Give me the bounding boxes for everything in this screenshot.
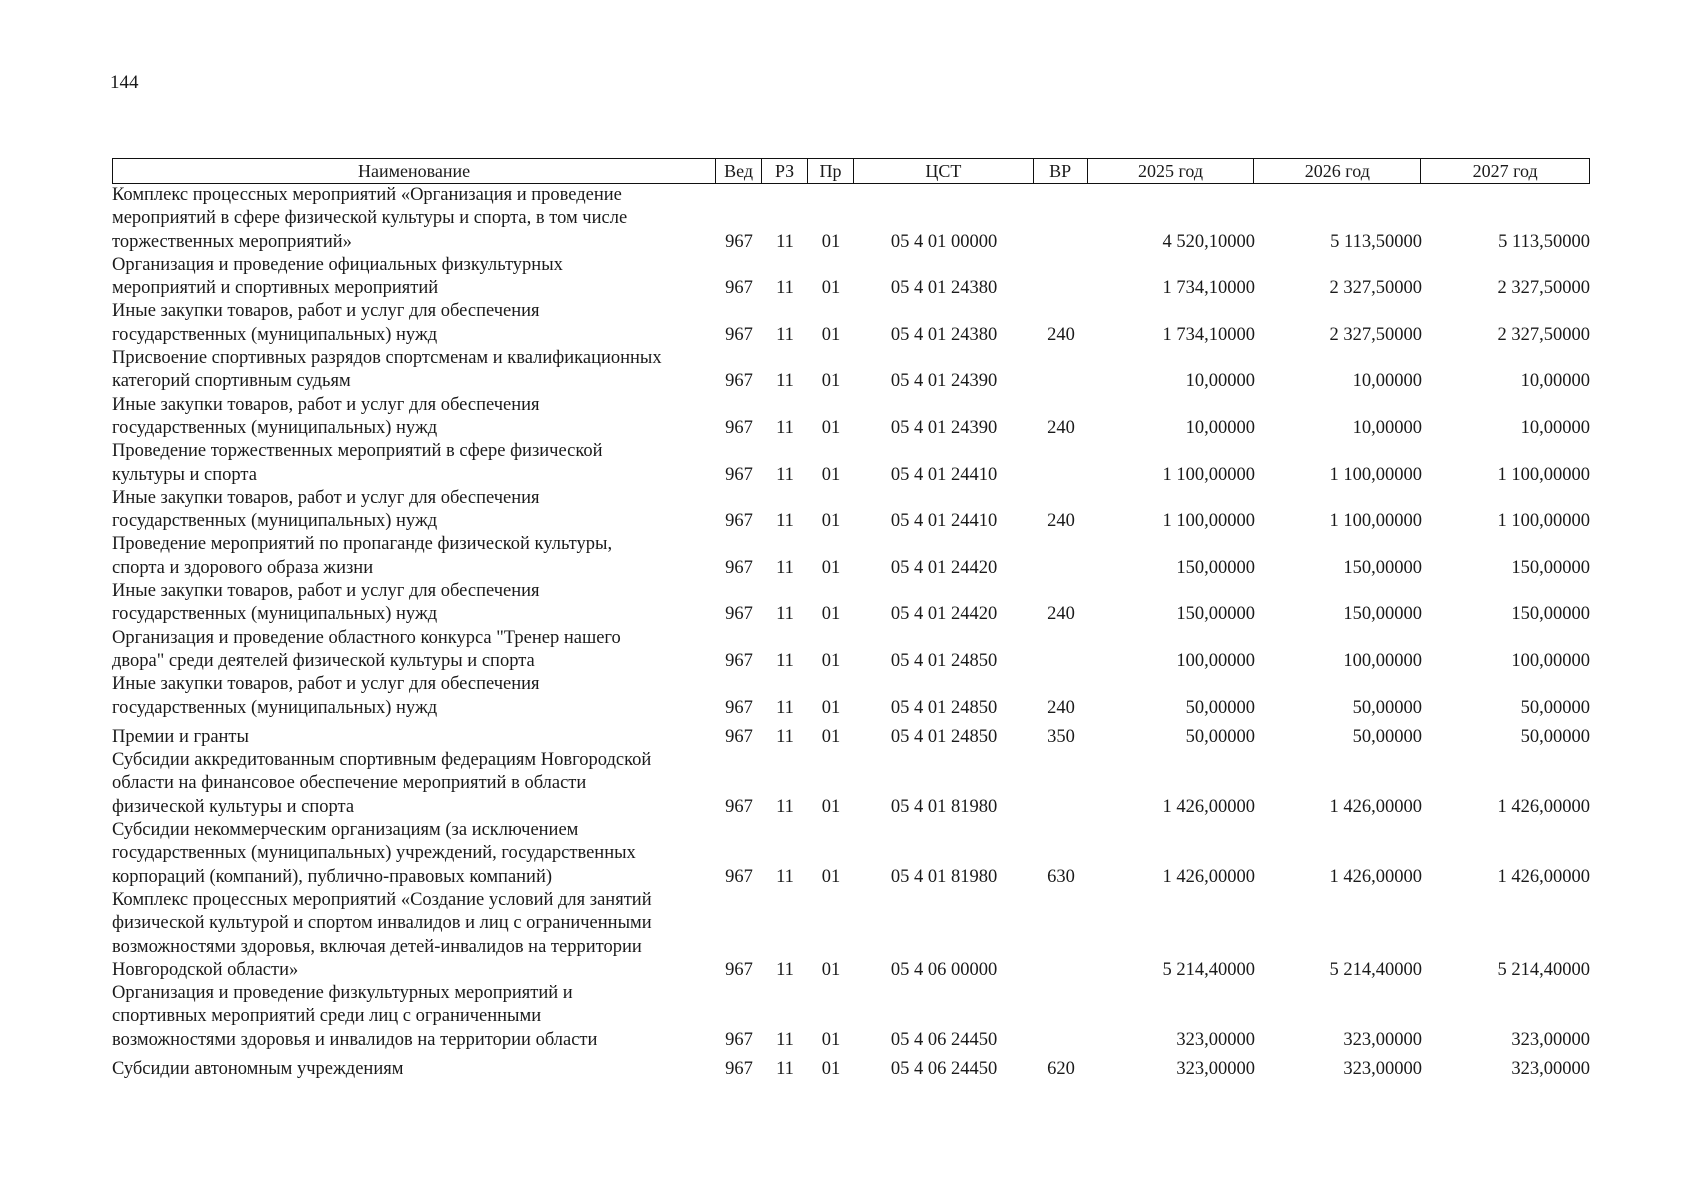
row-2025: 150,00000: [1176, 557, 1255, 578]
row-2027: 1 100,00000: [1497, 511, 1590, 532]
row-ved: 967: [725, 1029, 753, 1050]
table-row: [112, 347, 1590, 394]
header-name: Наименование: [113, 159, 716, 183]
row-ved: 967: [725, 796, 753, 817]
row-name: Комплекс процессных мероприятий «Организация и проведение мероприятий в сфере физической культуры и спорта, в том числе торжественных мероприятий»: [112, 185, 628, 252]
row-2026: 50,00000: [1352, 726, 1422, 747]
row-rz: 11: [776, 557, 794, 578]
table-row: [112, 300, 1590, 347]
row-pr: 01: [821, 464, 841, 485]
row-2027: 100,00000: [1511, 650, 1590, 671]
row-2027: 5 214,40000: [1497, 959, 1590, 980]
row-name: Комплекс процессных мероприятий «Создание условий для занятий физической культурой и спортом инвалидов и лиц с ограниченными возможностями здоровья, включая детей-инвалидов на территории Новгородской области»: [112, 889, 652, 980]
row-pr: 01: [821, 796, 841, 817]
row-vr: 240: [1047, 324, 1075, 345]
table-row: [112, 982, 1590, 1052]
row-2027: 1 426,00000: [1497, 796, 1590, 817]
row-cst: 05 4 01 24850: [890, 650, 998, 671]
row-2026: 100,00000: [1343, 650, 1422, 671]
table-row: [112, 1058, 1590, 1081]
row-rz: 11: [776, 697, 794, 718]
row-pr: 01: [821, 511, 841, 532]
row-2027: 10,00000: [1520, 371, 1590, 392]
row-name: Премии и гранты: [112, 726, 249, 747]
row-rz: 11: [776, 726, 794, 747]
row-ved: 967: [725, 697, 753, 718]
row-2027: 1 426,00000: [1497, 866, 1590, 887]
header-rz: РЗ: [762, 159, 808, 183]
row-cst: 05 4 06 00000: [890, 959, 998, 980]
row-ved: 967: [725, 866, 753, 887]
row-pr: 01: [821, 324, 841, 345]
row-name: Организация и проведение областного конкурса "Тренер нашего двора" среди деятелей физической культуры и спорта: [112, 627, 621, 671]
row-ved: 967: [725, 231, 753, 252]
row-pr: 01: [821, 697, 841, 718]
row-rz: 11: [776, 324, 794, 345]
row-cst: 05 4 01 24390: [890, 371, 998, 392]
row-ved: 967: [725, 278, 753, 299]
row-vr: 630: [1047, 866, 1075, 887]
row-2026: 150,00000: [1343, 604, 1422, 625]
row-2025: 100,00000: [1176, 650, 1255, 671]
row-2025: 1 426,00000: [1162, 796, 1255, 817]
row-cst: 05 4 01 24850: [890, 697, 998, 718]
header-2027: 2027 год: [1472, 161, 1538, 181]
row-name: Субсидии некоммерческим организациям (за исключением государственных (муниципальных) учреждений, государственных корпораций (компаний), публично-правовых компаний): [112, 820, 636, 887]
row-rz: 11: [776, 278, 794, 299]
row-vr: 240: [1047, 604, 1075, 625]
row-rz: 11: [776, 417, 794, 438]
table-header: [112, 158, 1590, 184]
row-pr: 01: [821, 604, 841, 625]
row-ved: 967: [725, 371, 753, 392]
row-name: Организация и проведение физкультурных мероприятий и спортивных мероприятий среди лиц с ограниченными возможностями здоровья и инвалидов на территории области: [112, 983, 598, 1050]
row-vr: 350: [1047, 726, 1075, 747]
row-2026: 150,00000: [1343, 557, 1422, 578]
row-ved: 967: [725, 726, 753, 747]
table-row: [112, 184, 1590, 254]
row-2025: 1 734,10000: [1162, 324, 1255, 345]
row-2026: 1 426,00000: [1329, 866, 1422, 887]
table-row: [112, 749, 1590, 819]
row-rz: 11: [776, 866, 794, 887]
row-2027: 10,00000: [1520, 417, 1590, 438]
row-cst: 05 4 01 24420: [890, 557, 998, 578]
row-2026: 1 426,00000: [1329, 796, 1422, 817]
table-row: [112, 533, 1590, 580]
row-rz: 11: [776, 959, 794, 980]
row-cst: 05 4 01 24390: [890, 417, 998, 438]
row-ved: 967: [725, 650, 753, 671]
row-cst: 05 4 01 81980: [890, 866, 998, 887]
row-name: Субсидии автономным учреждениям: [112, 1058, 404, 1079]
row-vr: 240: [1047, 511, 1075, 532]
row-2025: 5 214,40000: [1162, 959, 1255, 980]
row-name: Проведение торжественных мероприятий в сфере физической культуры и спорта: [112, 441, 603, 485]
row-rz: 11: [776, 464, 794, 485]
row-pr: 01: [821, 726, 841, 747]
row-pr: 01: [821, 231, 841, 252]
table-row: [112, 440, 1590, 487]
row-rz: 11: [776, 371, 794, 392]
table-row: [112, 487, 1590, 534]
row-2026: 10,00000: [1352, 417, 1422, 438]
row-ved: 967: [725, 464, 753, 485]
row-cst: 05 4 01 81980: [890, 796, 998, 817]
row-ved: 967: [725, 417, 753, 438]
row-pr: 01: [821, 1058, 841, 1079]
row-cst: 05 4 01 24380: [890, 278, 998, 299]
row-pr: 01: [821, 959, 841, 980]
page-number: 144: [110, 72, 139, 93]
row-2026: 5 214,40000: [1329, 959, 1422, 980]
row-2026: 1 100,00000: [1329, 464, 1422, 485]
row-2027: 323,00000: [1511, 1029, 1590, 1050]
row-2025: 1 100,00000: [1162, 464, 1255, 485]
row-2025: 1 100,00000: [1162, 511, 1255, 532]
row-cst: 05 4 01 24850: [890, 726, 998, 747]
row-2025: 323,00000: [1176, 1029, 1255, 1050]
budget-table: [112, 158, 1590, 1081]
row-cst: 05 4 01 24380: [890, 324, 998, 345]
row-2026: 10,00000: [1352, 371, 1422, 392]
header-cst: ЦСТ: [854, 159, 1034, 183]
table-row: [112, 673, 1590, 720]
row-pr: 01: [821, 866, 841, 887]
row-2026: 5 113,50000: [1330, 231, 1422, 252]
row-2027: 1 100,00000: [1497, 464, 1590, 485]
table-row: [112, 394, 1590, 441]
table-row: [112, 819, 1590, 889]
row-name: Субсидии аккредитованным спортивным федерациям Новгородской области на финансовое обеспечение мероприятий в области физической культуры и спорта: [112, 750, 652, 817]
row-name: Иные закупки товаров, работ и услуг для обеспечения государственных (муниципальных) нужд: [112, 301, 540, 345]
row-ved: 967: [725, 959, 753, 980]
row-rz: 11: [776, 650, 794, 671]
row-pr: 01: [821, 557, 841, 578]
row-2026: 323,00000: [1343, 1029, 1422, 1050]
header-2026: 2026 год: [1254, 159, 1421, 183]
row-rz: 11: [776, 1029, 794, 1050]
row-name: Проведение мероприятий по пропаганде физической культуры, спорта и здорового образа жизни: [112, 534, 613, 578]
row-rz: 11: [776, 511, 794, 532]
row-2025: 150,00000: [1176, 604, 1255, 625]
row-2026: 50,00000: [1352, 697, 1422, 718]
row-2025: 50,00000: [1185, 697, 1255, 718]
row-ved: 967: [725, 324, 753, 345]
row-name: Иные закупки товаров, работ и услуг для обеспечения государственных (муниципальных) нужд: [112, 581, 540, 625]
row-2027: 50,00000: [1520, 697, 1590, 718]
row-pr: 01: [821, 417, 841, 438]
row-2027: 5 113,50000: [1498, 231, 1590, 252]
row-vr: 240: [1047, 697, 1075, 718]
header-ved: Вед: [716, 159, 762, 183]
header-pr: Пр: [808, 159, 854, 183]
row-2025: 10,00000: [1185, 417, 1255, 438]
row-vr: 620: [1047, 1058, 1075, 1079]
table-row: [112, 726, 1590, 749]
row-vr: 240: [1047, 417, 1075, 438]
row-2025: 1 426,00000: [1162, 866, 1255, 887]
row-2027: 50,00000: [1520, 726, 1590, 747]
header-vr: ВР: [1034, 159, 1088, 183]
row-ved: 967: [725, 604, 753, 625]
row-pr: 01: [821, 278, 841, 299]
row-pr: 01: [821, 371, 841, 392]
row-rz: 11: [776, 604, 794, 625]
row-pr: 01: [821, 650, 841, 671]
row-2026: 323,00000: [1343, 1058, 1422, 1079]
row-2027: 150,00000: [1511, 557, 1590, 578]
table-body: [112, 184, 1590, 1081]
row-rz: 11: [776, 231, 794, 252]
table-row: [112, 889, 1590, 982]
row-cst: 05 4 01 24420: [890, 604, 998, 625]
row-2025: 4 520,10000: [1162, 231, 1255, 252]
row-cst: 05 4 01 24410: [890, 464, 998, 485]
row-2027: 323,00000: [1511, 1058, 1590, 1079]
row-ved: 967: [725, 1058, 753, 1079]
row-2026: 1 100,00000: [1329, 511, 1422, 532]
row-2026: 2 327,50000: [1329, 324, 1422, 345]
table-row: [112, 254, 1590, 301]
row-2027: 2 327,50000: [1497, 278, 1590, 299]
row-cst: 05 4 06 24450: [890, 1029, 998, 1050]
row-2025: 323,00000: [1176, 1058, 1255, 1079]
row-name: Присвоение спортивных разрядов спортсменам и квалификационных категорий спортивным судьям: [112, 348, 662, 392]
header-2025: 2025 год: [1088, 159, 1255, 183]
row-cst: 05 4 06 24450: [890, 1058, 998, 1079]
row-2025: 1 734,10000: [1162, 278, 1255, 299]
row-2027: 2 327,50000: [1497, 324, 1590, 345]
row-2026: 2 327,50000: [1329, 278, 1422, 299]
row-2025: 10,00000: [1185, 371, 1255, 392]
row-rz: 11: [776, 796, 794, 817]
row-ved: 967: [725, 511, 753, 532]
table-row: [112, 580, 1590, 627]
row-rz: 11: [776, 1058, 794, 1079]
row-name: Иные закупки товаров, работ и услуг для обеспечения государственных (муниципальных) нужд: [112, 487, 540, 532]
row-ved: 967: [725, 557, 753, 578]
row-name: Иные закупки товаров, работ и услуг для обеспечения государственных (муниципальных) нужд: [112, 394, 540, 438]
row-name: Организация и проведение официальных физкультурных мероприятий и спортивных мероприятий: [112, 254, 563, 299]
row-pr: 01: [821, 1029, 841, 1050]
table-row: [112, 627, 1590, 674]
row-2025: 50,00000: [1185, 726, 1255, 747]
row-2027: 150,00000: [1511, 604, 1590, 625]
row-cst: 05 4 01 00000: [890, 231, 998, 252]
row-cst: 05 4 01 24410: [890, 511, 998, 532]
row-name: Иные закупки товаров, работ и услуг для обеспечения государственных (муниципальных) нужд: [112, 674, 540, 718]
